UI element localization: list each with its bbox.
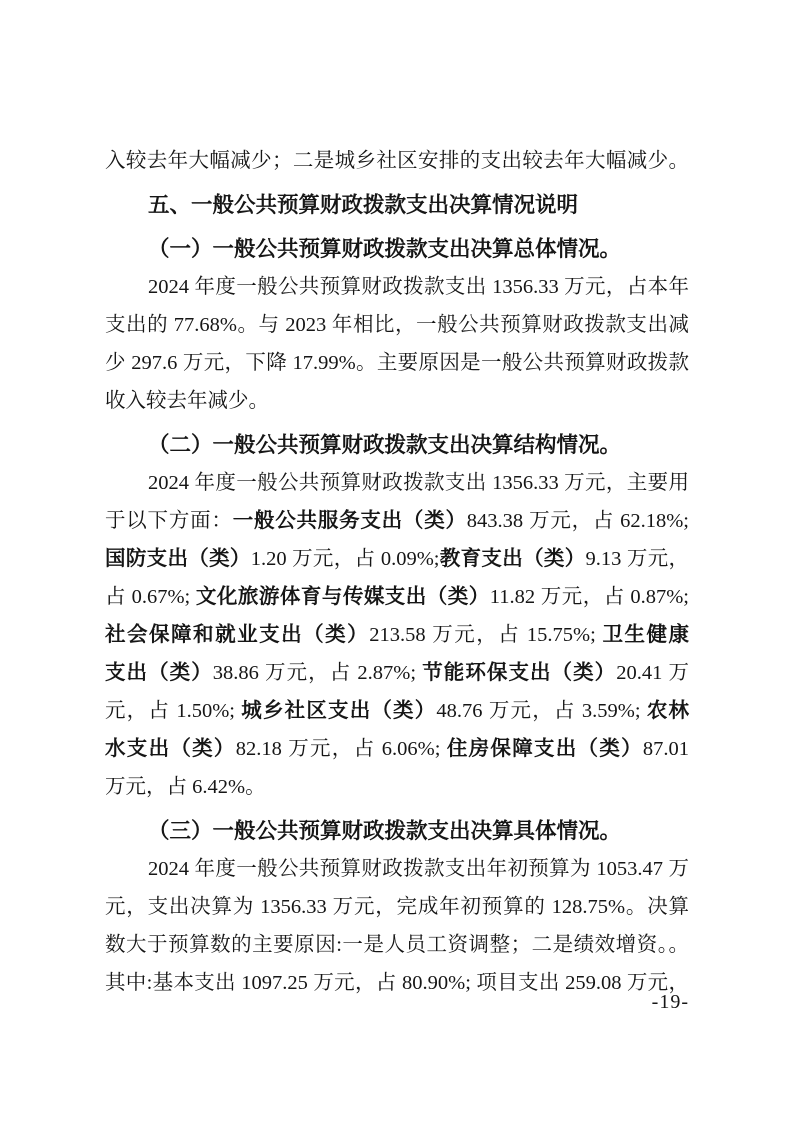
bold-text-run: 国防支出（类） — [105, 547, 251, 570]
bold-text-run: 社会保障和就业支出（类） — [105, 623, 370, 646]
section-heading — [105, 230, 689, 268]
document-body — [105, 142, 689, 1002]
text-run: 9.13 万元， — [585, 548, 690, 570]
bold-text-run: （二）一般公共预算财政拨款支出决算结构情况。 — [148, 433, 622, 457]
bold-text-run: 农林 — [646, 699, 690, 722]
text-run: 87.01 — [642, 738, 690, 760]
text-line — [105, 888, 689, 926]
bold-text-run: （三）一般公共预算财政拨款支出决算具体情况。 — [148, 819, 622, 843]
bold-text-run: 卫生健康 — [602, 623, 689, 646]
text-line — [105, 654, 689, 692]
text-line — [105, 692, 689, 730]
text-run: 2024 年度一般公共预算财政拨款支出 1356.33 万元，占本年 — [148, 276, 689, 298]
text-run: 少 297.6 万元，下降 17.99%。主要原因是一般公共预算财政拨款 — [105, 352, 689, 374]
page-number: -19- — [651, 991, 689, 1013]
text-line — [105, 382, 689, 420]
bold-text-run: 五、一般公共预算财政拨款支出决算情况说明 — [148, 193, 579, 217]
text-line — [105, 464, 689, 502]
text-line — [105, 142, 689, 180]
text-line — [105, 344, 689, 382]
text-run: 2024 年度一般公共预算财政拨款支出年初预算为 1053.47 万 — [148, 858, 689, 880]
text-run: 82.18 万元，占 6.06%; — [235, 738, 447, 760]
text-run: 于以下方面： — [105, 510, 233, 532]
text-run: 843.38 万元，占 62.18%; — [466, 510, 689, 532]
text-line — [105, 850, 689, 888]
text-line — [105, 926, 689, 964]
text-run: 万元，占 6.42%。 — [105, 776, 266, 798]
text-line — [105, 540, 689, 578]
text-run: 收入较去年减少。 — [105, 390, 269, 412]
text-run: 数大于预算数的主要原因:一是人员工资调整；二是绩效增资。。 — [105, 934, 689, 956]
bold-text-run: 节能环保支出（类） — [422, 661, 617, 684]
text-run: 48.76 万元，占 3.59%; — [436, 700, 647, 722]
bold-text-run: 住房保障支出（类） — [446, 737, 643, 760]
text-run: 38.86 万元，占 2.87%; — [212, 662, 423, 684]
bold-text-run: 教育支出（类） — [439, 547, 586, 570]
text-run: 其中:基本支出 1097.25 万元，占 80.90%; 项目支出 259.08 万元， — [105, 972, 689, 994]
bold-text-run: 文化旅游体育与传媒支出（类） — [195, 585, 490, 608]
text-run: 支出的 77.68%。与 2023 年相比，一般公共预算财政拨款支出减 — [105, 314, 689, 336]
bold-text-run: 一般公共服务支出（类） — [232, 509, 467, 532]
bold-text-run: 水支出（类） — [105, 737, 236, 760]
text-run: 入较去年大幅减少；二是城乡社区安排的支出较去年大幅减少。 — [105, 150, 689, 172]
text-line — [105, 730, 689, 768]
bold-text-run: 支出（类） — [105, 661, 213, 684]
section-heading — [105, 186, 689, 224]
text-line — [105, 616, 689, 654]
text-run: 213.58 万元，占 15.75%; — [369, 624, 603, 646]
bold-text-run: （一）一般公共预算财政拨款支出决算总体情况。 — [148, 237, 622, 261]
text-run: 1.20 万元，占 0.09%; — [250, 548, 440, 570]
text-run: 元，支出决算为 1356.33 万元，完成年初预算的 128.75%。决算 — [105, 896, 689, 918]
text-run: 元，占 1.50%; — [105, 700, 242, 722]
text-run: 2024 年度一般公共预算财政拨款支出 1356.33 万元，主要用 — [148, 472, 689, 494]
text-run: 11.82 万元，占 0.87%; — [489, 586, 689, 608]
text-run: 20.41 万 — [616, 662, 690, 684]
text-line — [105, 768, 689, 806]
text-line — [105, 502, 689, 540]
text-line — [105, 306, 689, 344]
text-run: 占 0.67%; — [105, 586, 196, 608]
text-line — [105, 268, 689, 306]
text-line — [105, 578, 689, 616]
section-heading — [105, 812, 689, 850]
bold-text-run: 城乡社区支出（类） — [241, 699, 437, 722]
section-heading — [105, 426, 689, 464]
